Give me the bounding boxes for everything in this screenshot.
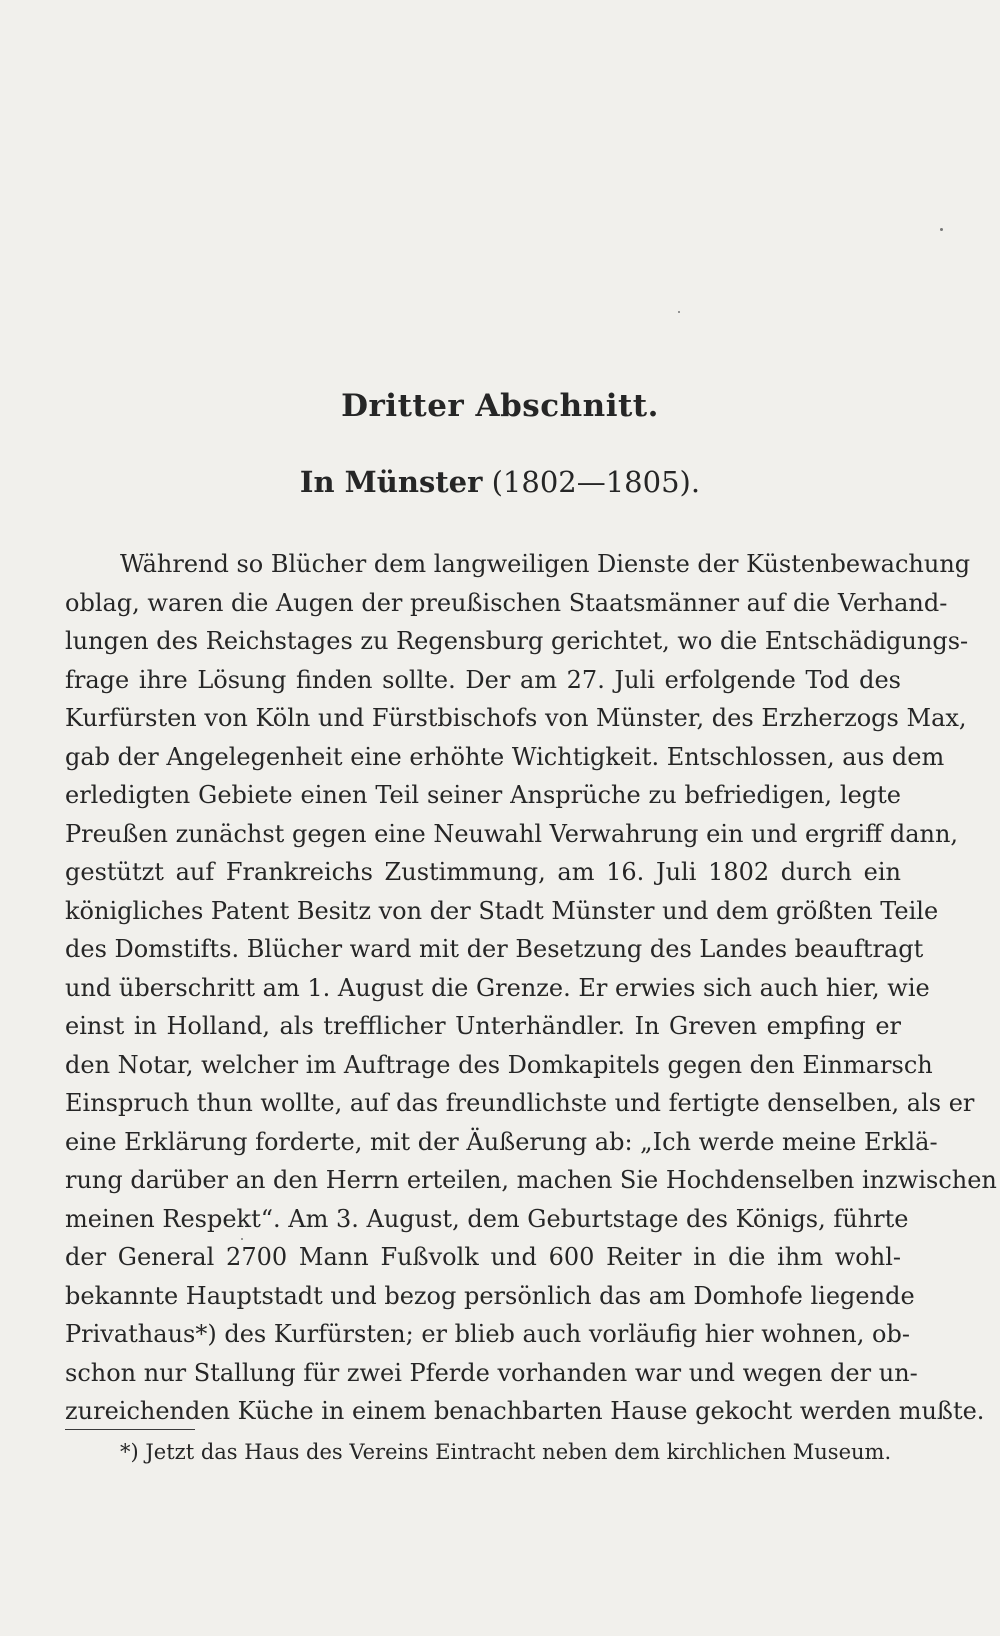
text-line: einst in Holland, als trefflicher Unterhändler. In Greven empfing er [65,1012,901,1040]
text-line: bekannte Hauptstadt und bezog persönlich das am Domhofe liegende [65,1281,915,1310]
text-line: frage ihre Lösung finden sollte. Der am 27. Juli erfolgende Tod des [65,665,901,694]
text-line: der General 2700 Mann Fußvolk und 600 Reiter in die ihm wohl- [65,1243,901,1271]
subtitle-years: (1802—1805). [491,465,701,499]
text-line: gab der Angelegenheit eine erhöhte Wichtigkeit. Entschlossen, aus dem [65,742,945,771]
body-paragraph [65,545,997,1431]
text-line: Während so Blücher dem langweiligen Dienste der Küstenbewachung [120,550,971,578]
section-title: Dritter Abschnitt. [341,388,659,424]
text-line: den Notar, welcher im Auftrage des Domkapitels gegen den Einmarsch [65,1050,933,1079]
text-line: und überschritt am 1. August die Grenze. Er erwies sich auch hier, wie [65,973,930,1002]
text-line: Privathaus*) des Kurfürsten; er blieb auch vorläufig hier wohnen, ob- [65,1320,910,1348]
text-line: lungen des Reichstages zu Regensburg gerichtet, wo die Entschädigungs- [65,627,969,655]
section-subtitle [0,465,1000,499]
text-line: meinen Respekt“. Am 3. August, dem Geburtstage des Königs, führte [65,1204,909,1233]
text-line: gestützt auf Frankreichs Zustimmung, am 16. Juli 1802 durch ein [65,858,901,886]
subtitle-place: In Münster [299,465,483,499]
text-line: oblag, waren die Augen der preußischen Staatsmänner auf die Verhand- [65,588,948,617]
text-line: eine Erklärung forderte, mit der Äußerung ab: „Ich werde meine Erklä- [65,1127,938,1156]
text-line: Preußen zunächst gegen eine Neuwahl Verwahrung ein und ergriff dann, [65,819,959,848]
text-line: erledigten Gebiete einen Teil seiner Ansprüche zu befriedigen, legte [65,781,901,809]
text-line: Kurfürsten von Köln und Fürstbischofs von Münster, des Erzherzogs Max, [65,704,967,732]
paper-speck [678,311,680,313]
text-line: Einspruch thun wollte, auf das freundlichste und fertigte denselben, als er [65,1089,975,1117]
text-line: rung darüber an den Herrn erteilen, machen Sie Hochdenselben inzwischen [65,1166,997,1194]
text-line: schon nur Stallung für zwei Pferde vorhanden war und wegen der un- [65,1358,918,1387]
text-line: des Domstifts. Blücher ward mit der Besetzung des Landes beauftragt [65,935,924,963]
text-line: zureichenden Küche in einem benachbarten Hause gekocht werden mußte. [65,1397,985,1425]
text-line: königliches Patent Besitz von der Stadt Münster und dem größten Teile [65,896,939,925]
footnote-divider [65,1429,195,1430]
paper-speck [940,228,943,231]
footnote: *) Jetzt das Haus des Vereins Eintracht neben dem kirchlichen Museum. [120,1440,892,1464]
